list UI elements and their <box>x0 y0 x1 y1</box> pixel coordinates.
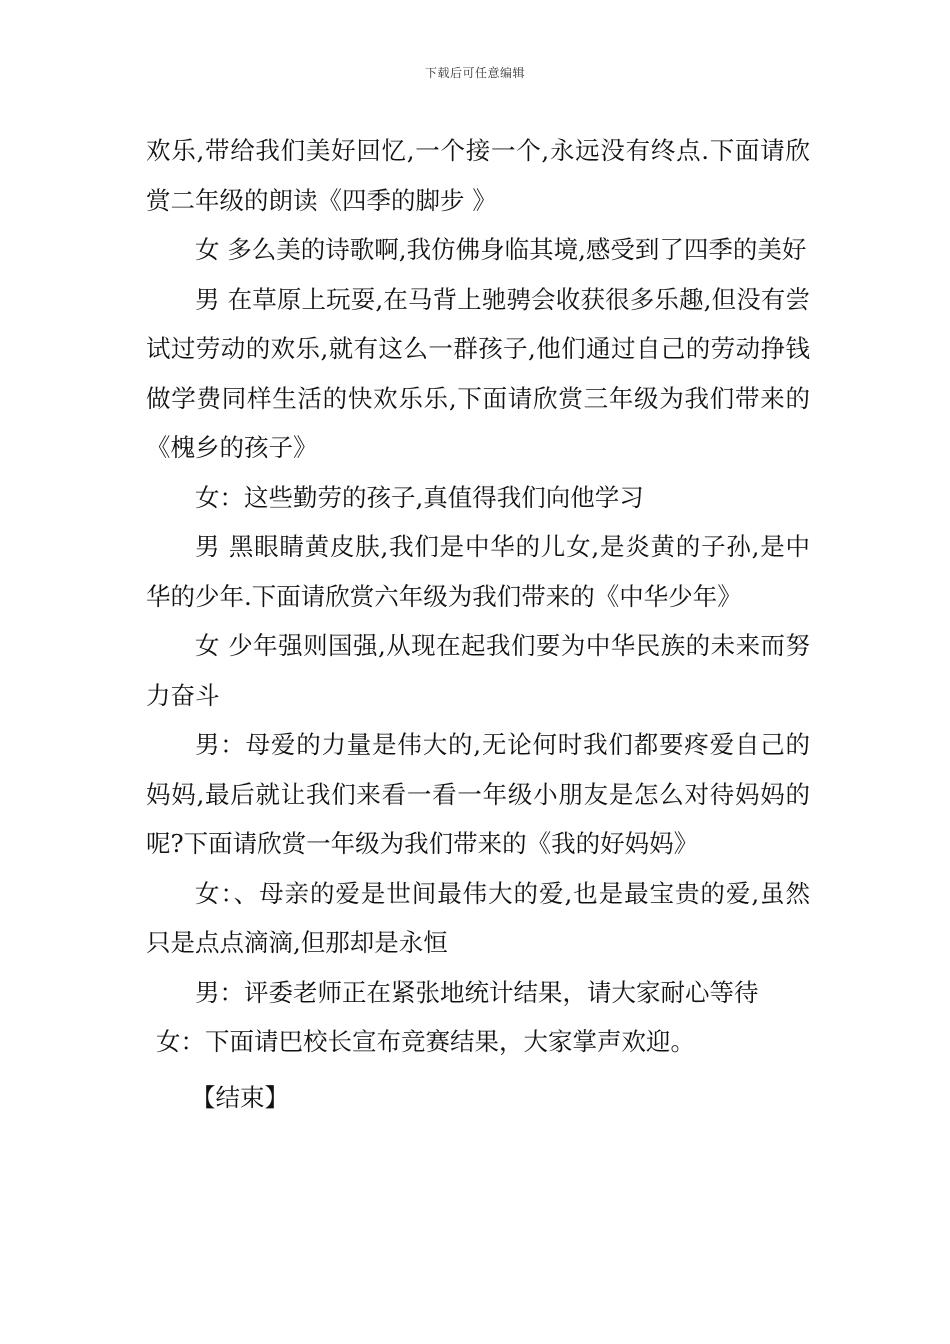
paragraph: 男：母爱的力量是伟大的,无论何时我们都要疼爱自己的妈妈,最后就让我们来看一看一年级小朋友是怎么对待妈妈的呢?下面请欣赏一年级为我们带来的《我的好妈妈》 <box>146 730 810 858</box>
paragraph: 女 少年强则国强,从现在起我们要为中华民族的未来而努力奋斗 <box>146 631 810 710</box>
paragraph: 男 黑眼睛黄皮肤,我们是中华的儿女,是炎黄的子孙,是中华的少年.下面请欣赏六年级为我们带来的《中华少年》 <box>146 532 810 611</box>
document-body <box>146 126 810 1122</box>
paragraph: 女：这些勤劳的孩子,真值得我们向他学习 <box>195 482 644 512</box>
page-header: 下载后可任意编辑 <box>424 66 525 80</box>
paragraph: 女 多么美的诗歌啊,我仿佛身临其境,感受到了四季的美好 <box>195 235 807 264</box>
paragraph: 男：评委老师正在紧张地统计结果，请大家耐心等待 <box>195 977 759 1007</box>
paragraph: 男 在草原上玩耍,在马背上驰骋会收获很多乐趣,但没有尝试过劳动的欢乐,就有这么一群孩子,他们通过自己的劳动挣钱做学费同样生活的快欢乐乐,下面请欣赏三年级为我们带来的《槐乡的孩子》 <box>146 284 810 462</box>
end-marker: 【结束】 <box>191 1082 289 1112</box>
paragraph: 女：下面请巴校长宣布竞赛结果，大家掌声欢迎。 <box>156 1027 695 1056</box>
paragraph: 女：、母亲的爱是世间最伟大的爱,也是最宝贵的爱,虽然只是点点滴滴,但那却是永恒 <box>146 878 810 957</box>
paragraph-continuation: 欢乐,带给我们美好回忆,一个接一个,永远没有终点.下面请欣赏二年级的朗读《四季的脚步 》 <box>146 136 810 215</box>
